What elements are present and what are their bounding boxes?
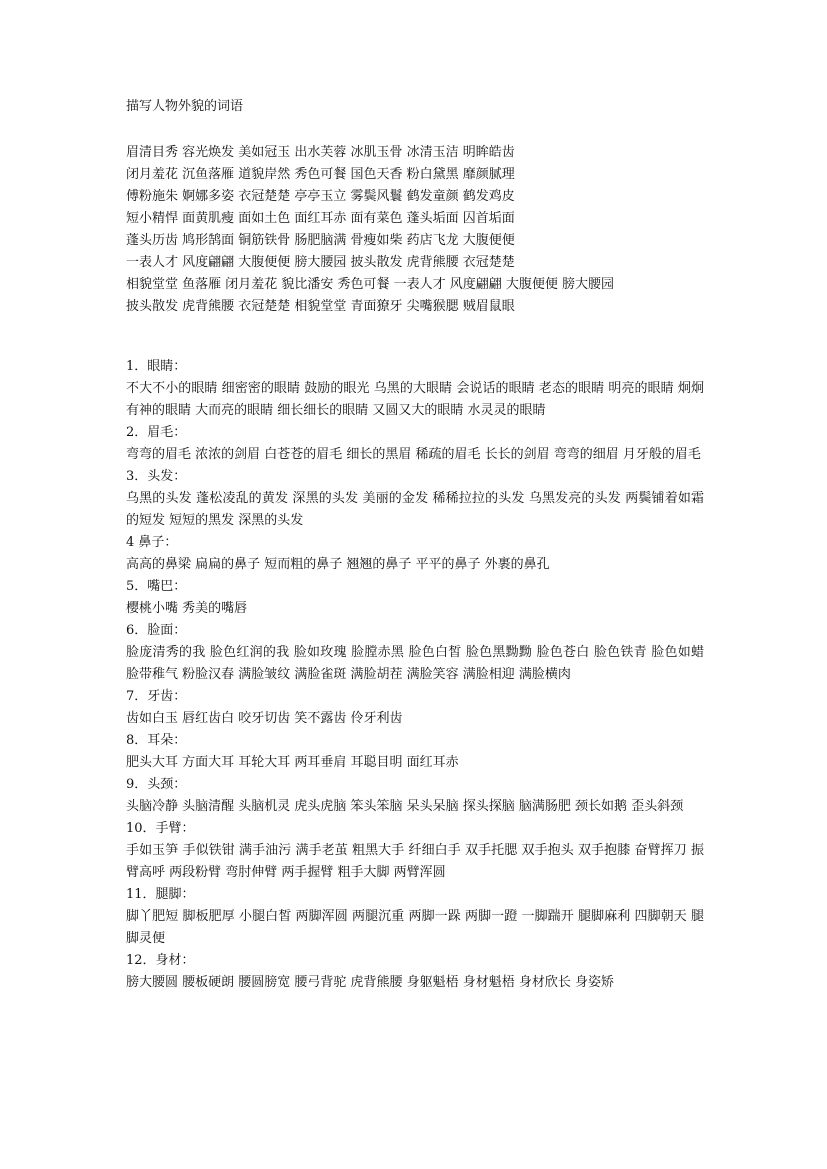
section-heading: 11．腿脚： <box>126 887 195 902</box>
section-heading: 3．头发： <box>126 469 187 484</box>
section-heading: 2．眉毛： <box>126 425 187 440</box>
section-body: 脚丫肥短 脚板肥厚 小腿白皙 两脚浑圆 两腿沉重 两脚一跺 两脚一蹬 一脚踹开 腿脚麻利 四脚朝天 腿脚灵便 <box>126 909 704 946</box>
section-heading: 4 鼻子： <box>126 535 178 550</box>
section-heading: 10．手臂： <box>126 821 195 836</box>
idiom-line: 眉清目秀 容光焕发 美如冠玉 出水芙蓉 冰肌玉骨 冰清玉洁 明眸皓齿 <box>126 145 515 160</box>
document-page <box>126 96 704 994</box>
section-figure <box>126 950 704 994</box>
section-ears <box>126 730 704 774</box>
idiom-line: 披头散发 虎背熊腰 衣冠楚楚 相貌堂堂 青面獠牙 尖嘴猴腮 贼眉鼠眼 <box>126 299 515 314</box>
section-heading: 1．眼睛： <box>126 359 187 374</box>
idiom-line: 闭月羞花 沉鱼落雁 道貌岸然 秀色可餐 国色天香 粉白黛黑 靡颜腻理 <box>126 167 515 182</box>
idiom-line: 傅粉施朱 婀娜多姿 衣冠楚楚 亭亭玉立 雾鬓风鬟 鹤发童颜 鹤发鸡皮 <box>126 189 515 204</box>
section-arms <box>126 818 704 884</box>
section-nose <box>126 532 704 576</box>
section-body: 弯弯的眉毛 浓浓的剑眉 白苍苍的眉毛 细长的黑眉 稀疏的眉毛 长长的剑眉 弯弯的细眉 月牙般的眉毛 <box>126 447 701 462</box>
section-heading: 8．耳朵： <box>126 733 187 748</box>
section-heading: 5．嘴巴： <box>126 579 187 594</box>
idiom-list <box>126 142 704 318</box>
section-body: 肥头大耳 方面大耳 耳轮大耳 两耳垂肩 耳聪目明 面红耳赤 <box>126 755 459 770</box>
section-mouth <box>126 576 704 620</box>
category-sections <box>126 356 704 994</box>
section-hair <box>126 466 704 532</box>
section-body: 樱桃小嘴 秀美的嘴唇 <box>126 601 248 616</box>
section-legs <box>126 884 704 950</box>
section-heading: 7．牙齿： <box>126 689 187 704</box>
section-face <box>126 620 704 686</box>
idiom-line: 短小精悍 面黄肌瘦 面如土色 面红耳赤 面有菜色 蓬头垢面 囚首垢面 <box>126 211 515 226</box>
section-eyes <box>126 356 704 422</box>
section-heading: 12．身材： <box>126 953 195 968</box>
section-heading: 6．脸面： <box>126 623 187 638</box>
idiom-line: 一表人才 风度翩翩 大腹便便 膀大腰园 披头散发 虎背熊腰 衣冠楚楚 <box>126 255 515 270</box>
section-body: 高高的鼻梁 扁扁的鼻子 短而粗的鼻子 翘翘的鼻子 平平的鼻子 外裹的鼻孔 <box>126 557 550 572</box>
section-body: 乌黑的头发 蓬松凌乱的黄发 深黑的头发 美丽的金发 稀稀拉拉的头发 乌黑发亮的头发 两鬓铺着如霜的短发 短短的黑发 深黑的头发 <box>126 491 704 528</box>
section-eyebrows <box>126 422 704 466</box>
section-heading: 9．头颈： <box>126 777 187 792</box>
section-body: 手如玉笋 手似铁钳 满手油污 满手老茧 粗黑大手 纤细白手 双手托腮 双手抱头 双手抱膝 奋臂挥刀 振臂高呼 两段粉臂 弯肘伸臂 两手握臂 粗手大脚 两臂浑圆 <box>126 843 704 880</box>
section-body: 不大不小的眼睛 细密密的眼睛 鼓励的眼光 乌黑的大眼睛 会说话的眼睛 老态的眼睛 明亮的眼睛 炯炯有神的眼睛 大而亮的眼睛 细长细长的眼睛 又圆又大的眼睛 水灵灵的眼睛 <box>126 381 704 418</box>
document-title: 描写人物外貌的词语 <box>126 99 244 114</box>
idiom-line: 相貌堂堂 鱼落雁 闭月羞花 貌比潘安 秀色可餐 一表人才 风度翩翩 大腹便便 膀大腰园 <box>126 277 615 292</box>
section-body: 膀大腰圆 腰板硬朗 腰圆膀宽 腰弓背驼 虎背熊腰 身躯魁梧 身材魁梧 身材欣长 身姿矫 <box>126 975 615 990</box>
section-head-neck <box>126 774 704 818</box>
section-body: 齿如白玉 唇红齿白 咬牙切齿 笑不露齿 伶牙利齿 <box>126 711 403 726</box>
section-teeth <box>126 686 704 730</box>
section-body: 脸庞清秀的我 脸色红润的我 脸如玫瑰 脸膛赤黑 脸色白皙 脸色黑黝黝 脸色苍白 脸色铁青 脸色如蜡 脸带稚气 粉脸汉春 满脸皱纹 满脸雀斑 满脸胡茬 满脸笑容 满脸相迎 满脸横肉 <box>126 645 704 682</box>
idiom-line: 蓬头历齿 鸠形鹄面 铜筋铁骨 肠肥脑满 骨瘦如柴 药店飞龙 大腹便便 <box>126 233 515 248</box>
section-body: 头脑冷静 头脑清醒 头脑机灵 虎头虎脑 笨头笨脑 呆头呆脑 探头探脑 脑满肠肥 颈长如鹅 歪头斜颈 <box>126 799 684 814</box>
